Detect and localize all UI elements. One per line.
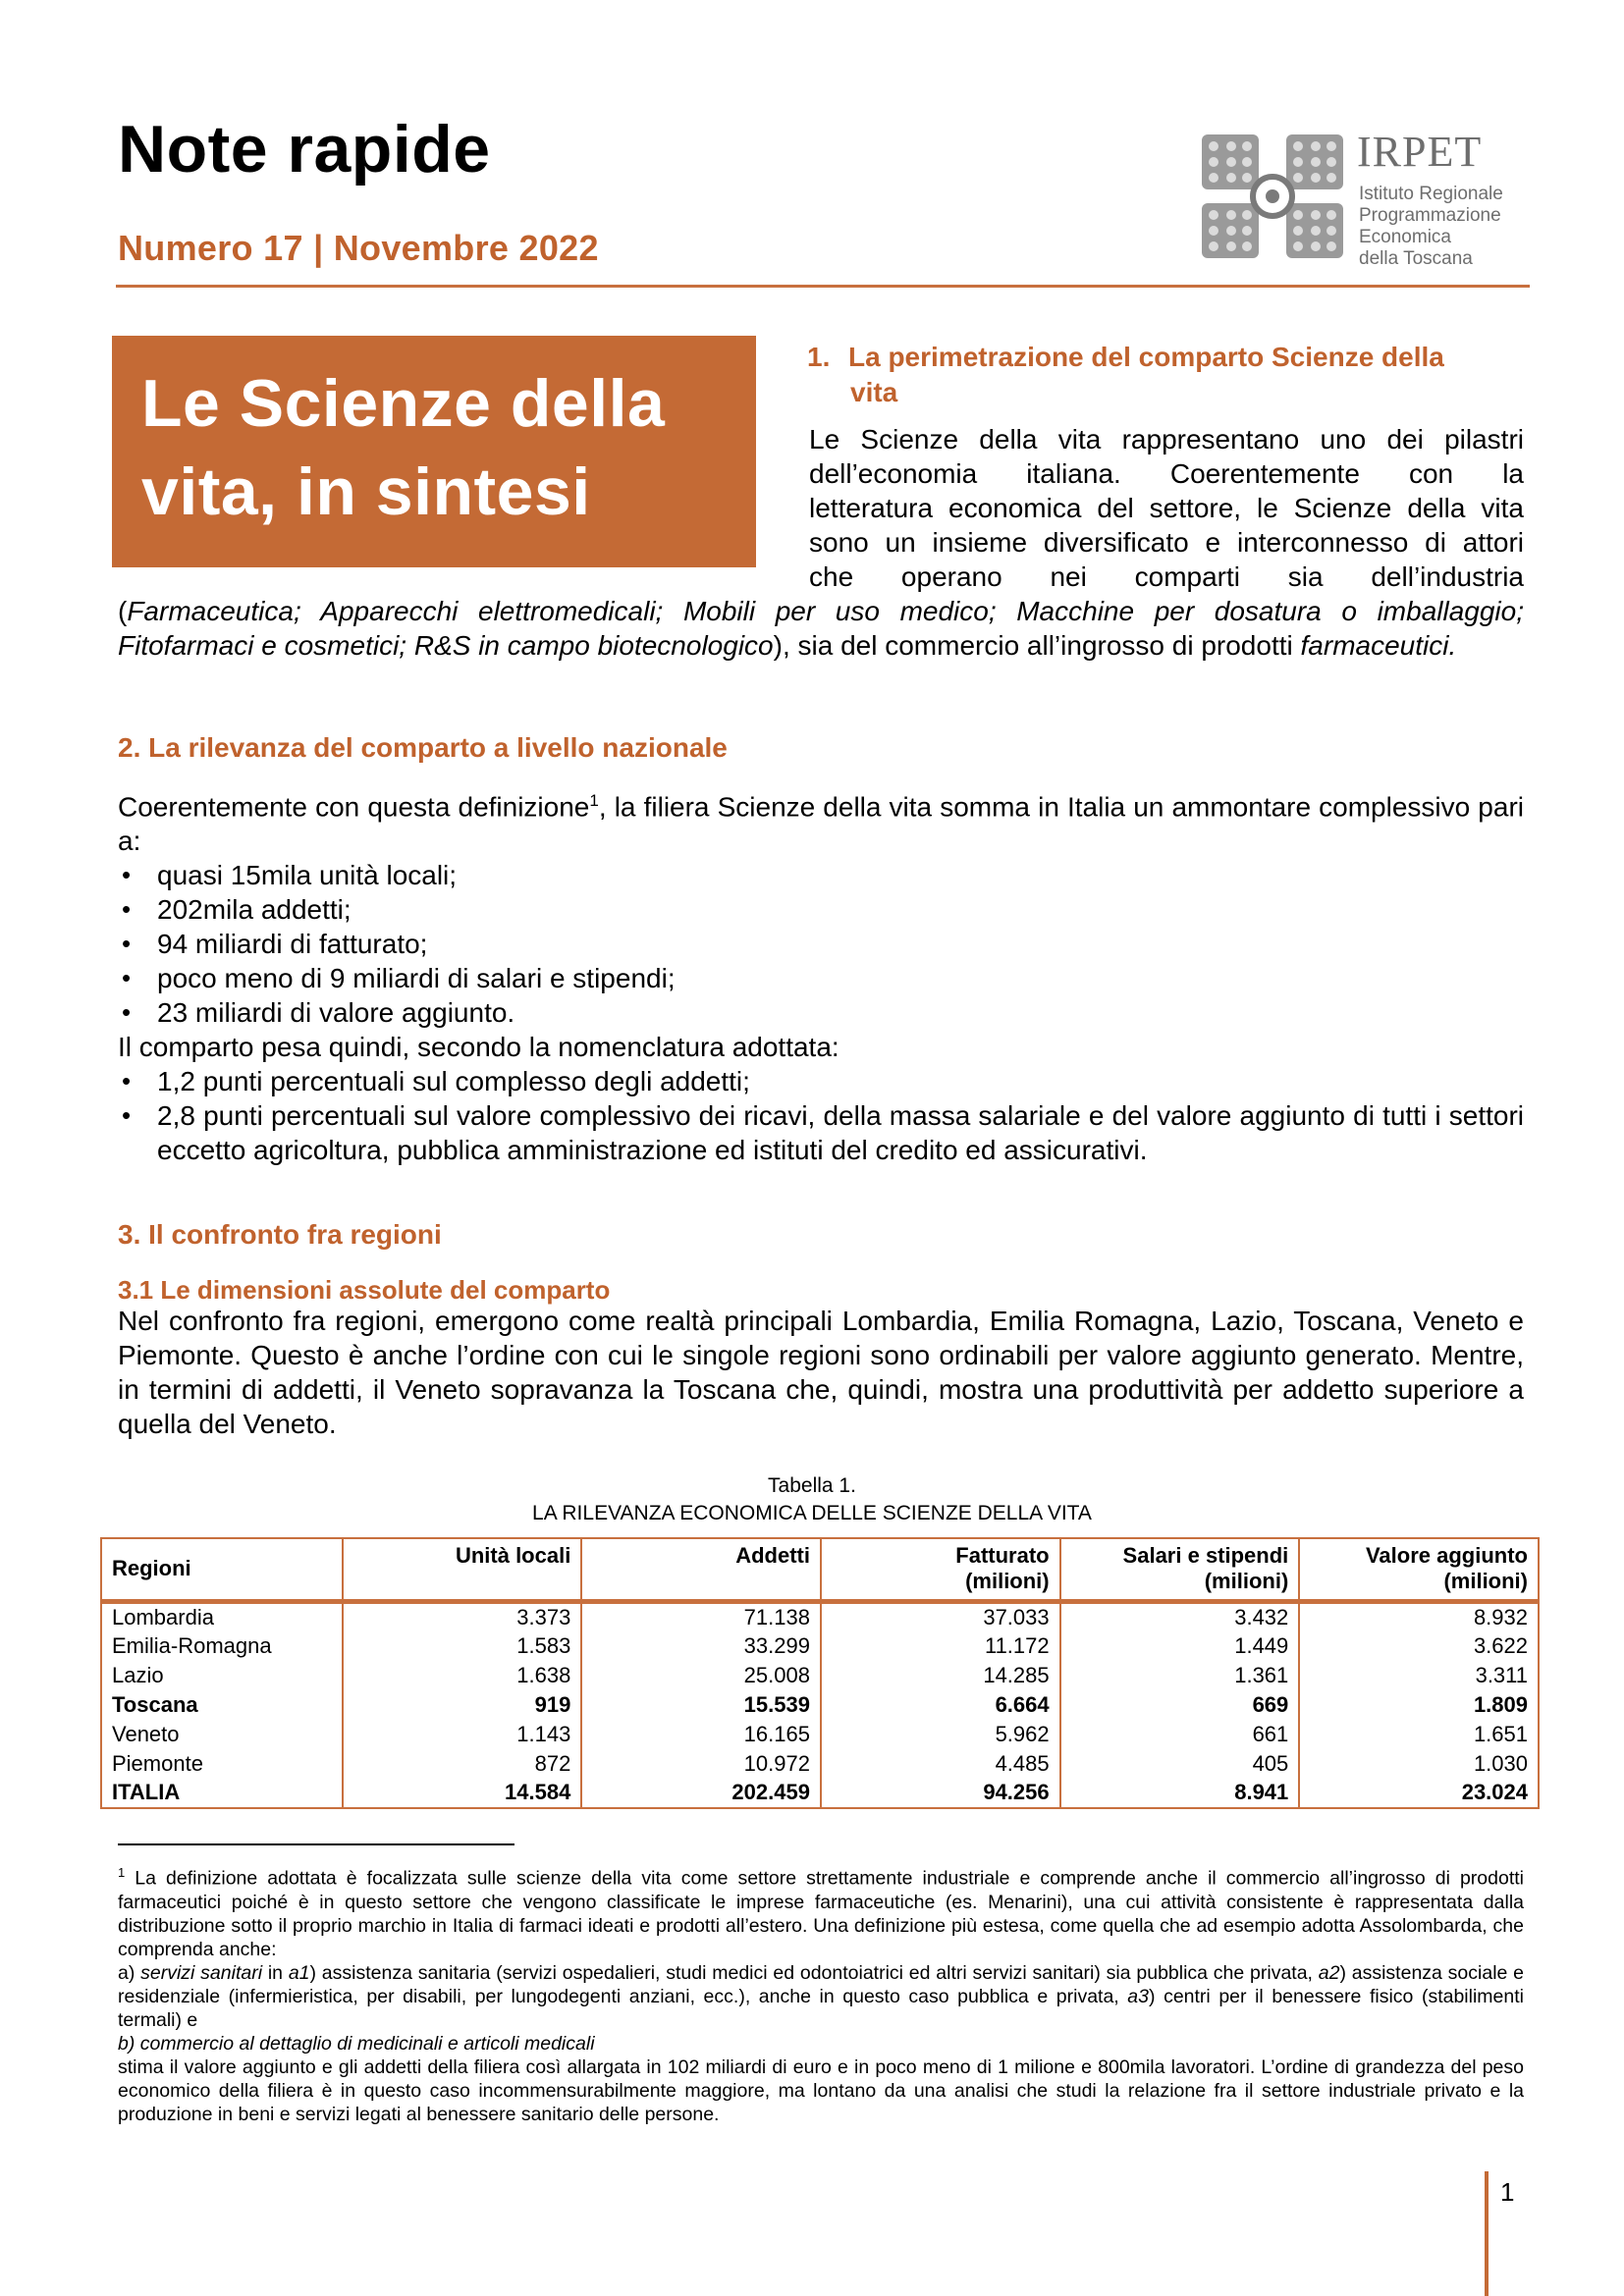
life-sciences-table [100,1537,1540,1809]
column-header [343,1538,582,1601]
region-cell: Lombardia [101,1601,343,1631]
value-cell: 661 [1060,1720,1300,1749]
column-header-label: Addetti [735,1543,810,1568]
footnote-text: in [262,1961,289,1984]
region-cell: Emilia-Romagna [101,1631,343,1661]
section-2-body [118,783,1524,1167]
value-cell: 202.459 [581,1779,821,1808]
national-figures-list [118,858,1524,1030]
table-row [101,1631,1539,1661]
document-title: Note rapide [118,112,491,187]
value-cell: 669 [1060,1690,1300,1720]
table-body [101,1601,1539,1808]
footnote-text: a) [118,1961,141,1984]
value-cell: 10.972 [581,1749,821,1779]
footnote-divider [118,1843,514,1845]
hero-title-box [112,336,756,567]
column-header-label: Salari e stipendi [1122,1543,1289,1568]
issue-info: Numero 17 | Novembre 2022 [118,228,599,268]
column-header-label: Regioni [112,1556,191,1581]
section-3-1-heading: 3.1 Le dimensioni assolute del comparto [118,1275,611,1305]
footnote-paragraph: stima il valore aggiunto e gli addetti della filiera così allargata in 102 miliardi di euro e in poco meno di 1 milione e 800mila lavoratori. L’ordine di grandezza del peso economico della filiera è in questo caso incommensurabilmente maggiore, ma lontano da una analisi che studi la relazione fra il settore industriale privato e la produzione in beni e servizi legati al benessere sanitario delle persone. [118,2056,1524,2125]
column-header-unit: (milioni) [965,1569,1050,1593]
header-divider [116,285,1530,288]
irpet-logo [1200,128,1534,269]
value-cell: 1.030 [1299,1749,1539,1779]
footnote-text: servizi sanitari [140,1961,263,1984]
region-cell: Toscana [101,1690,343,1720]
column-header [101,1538,343,1601]
value-cell: 4.485 [821,1749,1060,1779]
footnote-text: ) assistenza sanitaria (servizi ospedalieri, studi medici ed odontoiatrici ed altri servizi sanitari) sia pubblica che privata, [309,1961,1319,1984]
list-item: • 94 miliardi di fatturato; [118,927,1524,961]
footnote [118,1861,1524,2126]
section-1-continuation: (Farmaceutica; Apparecchi elettromedicali; Mobili per uso medico; Macchine per dosatura o imballaggio; Fitofarmaci e cosmetici; R&S in campo biotecnologico), sia del commercio all’ingrosso di prodotti farmaceutici. [118,596,1524,661]
table-number: Tabella 1. [768,1474,856,1497]
value-cell: 8.941 [1060,1779,1300,1808]
table-title: LA RILEVANZA ECONOMICA DELLE SCIENZE DELLA VITA [532,1502,1092,1524]
hero-title-line: Le Scienze della [141,366,666,441]
value-cell: 23.024 [1299,1779,1539,1808]
value-cell: 919 [343,1690,582,1720]
section-1-line: Le Scienze della vita rappresentano uno dei pilastri [809,424,1524,454]
list-item: • 202mila addetti; [118,892,1524,927]
table-row [101,1779,1539,1808]
column-header [1299,1538,1539,1601]
value-cell: 3.311 [1299,1661,1539,1690]
section-1-sector-end: farmaceutici. [1300,630,1457,661]
footnote-paragraph [118,1861,1524,1961]
footnote-item-b: b) commercio al dettaglio di medicinali e articoli medicali [118,2032,595,2055]
list-item: • 23 miliardi di valore aggiunto. [118,995,1524,1030]
value-cell: 15.539 [581,1690,821,1720]
section-3-heading: 3. Il confronto fra regioni [118,1219,442,1250]
logo-brand: IRPET [1357,128,1483,176]
section-1-line: che operano nei comparti sia dell’industria [809,561,1524,592]
value-cell: 3.432 [1060,1601,1300,1631]
value-cell: 71.138 [581,1601,821,1631]
value-cell: 33.299 [581,1631,821,1661]
value-cell: 1.449 [1060,1631,1300,1661]
value-cell: 94.256 [821,1779,1060,1808]
footnote-text: ) centri per il benessere fisico (stabilimenti termali) e [118,1985,1524,2031]
page-number-bar [1485,2171,1489,2296]
value-cell: 1.651 [1299,1720,1539,1749]
value-cell: 1.809 [1299,1690,1539,1720]
table-row [101,1661,1539,1690]
section-2-intro-text: Coerentemente con questa definizione [118,791,590,823]
list-item: • 2,8 punti percentuali sul valore complessivo dei ricavi, della massa salariale e del valore aggiunto di tutti i settori eccetto agricoltura, pubblica amministrazione ed istituti del credito ed assicurativi. [118,1098,1524,1167]
hero-title-line: vita, in sintesi [141,454,591,529]
value-cell: 405 [1060,1749,1300,1779]
value-cell: 14.584 [343,1779,582,1808]
value-cell: 11.172 [821,1631,1060,1661]
column-header [581,1538,821,1601]
footnote-text: a1 [288,1961,310,1984]
column-header-unit: (milioni) [1204,1569,1289,1593]
table-row [101,1690,1539,1720]
table-caption [0,1472,1624,1527]
list-item: • quasi 15mila unità locali; [118,858,1524,892]
irpet-logo-icon [1200,131,1345,262]
section-1-heading [807,340,1534,410]
section-2-weight-intro: Il comparto pesa quindi, secondo la nomenclatura adottata: [118,1032,839,1063]
value-cell: 37.033 [821,1601,1060,1631]
logo-line: della Toscana [1359,248,1473,269]
section-2-intro-text: , la filiera Scienze della vita somma in Italia un ammontare complessivo pari a: [118,791,1524,857]
column-header-label: Unità locali [455,1543,571,1568]
section-1-text: ), sia del commercio all’ingrosso di prodotti [773,630,1293,661]
value-cell: 1.143 [343,1720,582,1749]
table-row [101,1601,1539,1631]
section-1-line: dell’economia italiana. Coerentemente con la [809,458,1524,489]
column-header-label: Valore aggiunto [1365,1543,1528,1568]
section-2-heading: 2. La rilevanza del comparto a livello nazionale [118,732,728,763]
section-1-line: sono un insieme diversificato e interconnesso di attori [809,527,1524,558]
section-1-line: letteratura economica del settore, le Scienze della vita [809,493,1524,523]
value-cell: 6.664 [821,1690,1060,1720]
section-1-number: 1. [807,342,831,372]
value-cell: 3.373 [343,1601,582,1631]
footnote-text: La definizione adottata è focalizzata sulle scienze della vita come settore strettamente industriale e comprende anche il commercio all’ingrosso di prodotti farmaceutici poiché è in questo settore che vengono classificate le imprese farmaceutiche (es. Menarini), una cui attività consistente è rappresentata dalla distribuzione sotto il proprio marchio in Italia di farmaci ideati e prodotti all’estero. Una definizione più estesa, come quella che ad esempio adotta Assolombarda, che comprenda anche: [118,1867,1525,1960]
value-cell: 3.622 [1299,1631,1539,1661]
region-cell: Veneto [101,1720,343,1749]
column-header-unit: (milioni) [1443,1569,1528,1593]
footnote-marker: 1 [118,1865,126,1880]
region-cell: ITALIA [101,1779,343,1808]
logo-subtitle [1359,184,1503,270]
column-header [1060,1538,1300,1601]
value-cell: 5.962 [821,1720,1060,1749]
table-header-row [101,1538,1539,1601]
section-3-1-body: Nel confronto fra regioni, emergono come realtà principali Lombardia, Emilia Romagna, Lazio, Toscana, Veneto e Piemonte. Questo è anche l’ordine con cui le singole regioni sono ordinabili per valore aggiunto generato. Mentre, in termini di addetti, il Veneto sopravanza la Toscana che, quindi, mostra una produttività per addetto superiore a quella del Veneto. [118,1306,1524,1439]
column-header [821,1538,1060,1601]
table-row [101,1720,1539,1749]
page-number: 1 [1500,2177,1515,2207]
footnote-item-a [118,1961,1524,2032]
value-cell: 1.638 [343,1661,582,1690]
footnote-text: ) assistenza sociale e residenziale (infermieristica, per disabili, per lungodegenti anziani, ecc.), anche in questo caso pubblica e privata, [118,1961,1525,2007]
list-item: • 1,2 punti percentuali sul complesso degli addetti; [118,1064,1524,1098]
column-header-label: Fatturato [955,1543,1050,1568]
region-cell: Lazio [101,1661,343,1690]
footnote-text: a3 [1127,1985,1149,2007]
value-cell: 16.165 [581,1720,821,1749]
region-cell: Piemonte [101,1749,343,1779]
value-cell: 872 [343,1749,582,1779]
footnote-text: a2 [1318,1961,1340,1984]
value-cell: 1.361 [1060,1661,1300,1690]
value-cell: 14.285 [821,1661,1060,1690]
hero-title [141,359,665,536]
value-cell: 25.008 [581,1661,821,1690]
logo-line: Istituto Regionale [1359,184,1503,204]
section-2-intro [118,783,1524,858]
value-cell: 1.583 [343,1631,582,1661]
value-cell: 8.932 [1299,1601,1539,1631]
logo-line: Programmazione [1359,205,1501,226]
table-row [101,1749,1539,1779]
section-1-sectors: Farmaceutica; Apparecchi elettromedicali; Mobili per uso medico; Macchine per dosatura o imballaggio; Fitofarmaci e cosmetici; R&S in campo biotecnologico [118,596,1524,661]
list-item: • poco meno di 9 miliardi di salari e stipendi; [118,961,1524,995]
section-1-intro [809,422,1524,594]
section-1-title-line: La perimetrazione del comparto Scienze della [848,342,1444,372]
weight-list [118,1064,1524,1167]
section-1-title-line: vita [850,377,898,407]
footnote-reference: 1 [589,791,599,810]
logo-line: Economica [1359,227,1451,247]
